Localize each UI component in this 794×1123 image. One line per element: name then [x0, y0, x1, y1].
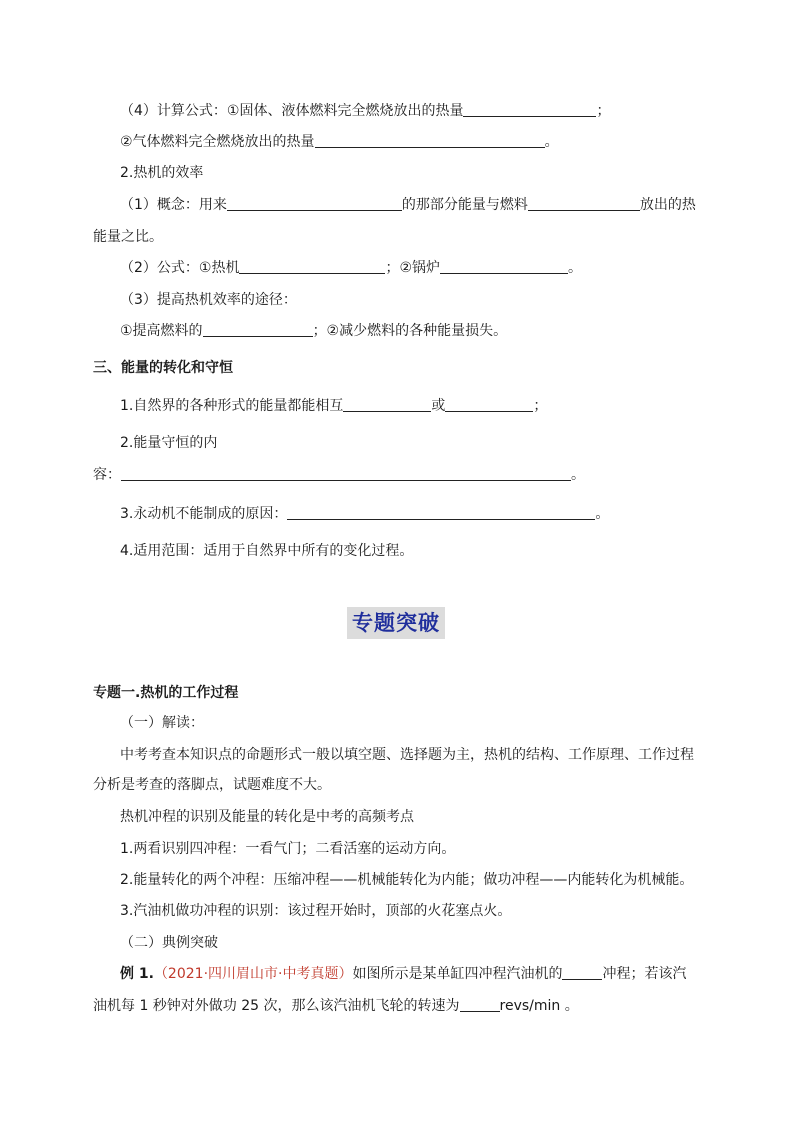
answer-blank[interactable]	[287, 505, 595, 520]
example1-line-cont	[93, 997, 579, 1015]
punct: 。	[595, 506, 610, 522]
example-text: 如图所示是某单缸四冲程汽油机的	[352, 966, 563, 982]
concept-continuation: 能量之比。	[93, 229, 163, 245]
item-text: 容：	[93, 467, 121, 483]
answer-blank[interactable]	[562, 965, 602, 980]
answer-blank[interactable]	[528, 196, 640, 211]
answer-blank[interactable]	[227, 196, 402, 211]
punct: 。	[571, 467, 585, 483]
section-title: 专题突破	[352, 611, 440, 635]
item2-continuation	[93, 466, 585, 484]
topic1-sub1: （一）解读：	[120, 715, 204, 731]
punct: ；	[533, 398, 548, 414]
gas-formula-line	[120, 133, 559, 151]
answer-blank[interactable]	[463, 102, 596, 117]
concept-text: （1）概念：用来	[120, 197, 227, 213]
calc-formula-text: （4）计算公式：①固体、液体燃料完全燃烧放出的热量	[120, 103, 464, 119]
item2-line: 2.能量守恒的内	[120, 435, 218, 451]
topic1-point2: 2.能量转化的两个冲程：压缩冲程——机械能转化为内能；做功冲程——内能转化为机械能。	[120, 872, 694, 888]
concept-line	[120, 196, 696, 214]
formula-line	[120, 259, 582, 277]
topic1-point3: 3.汽油机做功冲程的识别：该过程开始时，顶部的火花塞点火。	[120, 903, 512, 919]
formula-text: ；②锅炉	[385, 260, 441, 276]
item1-line	[120, 397, 547, 415]
item4-line: 4.适用范围：适用于自然界中所有的变化过程。	[120, 543, 414, 559]
punct: 。	[544, 134, 559, 150]
answer-blank[interactable]	[440, 259, 568, 274]
punct: ；	[596, 103, 611, 119]
formula-text: （2）公式：①热机	[120, 260, 240, 276]
improve-line	[120, 322, 507, 340]
punct: 。	[568, 260, 583, 276]
topic1-sub2: （二）典例突破	[120, 935, 218, 951]
answer-blank[interactable]	[460, 997, 500, 1012]
example-source: （2021·四川眉山市·中考真题）	[153, 966, 353, 982]
example-label: 例 1.	[120, 966, 154, 982]
answer-blank[interactable]	[315, 133, 545, 148]
section3-heading: 三、能量的转化和守恒	[93, 360, 233, 376]
concept-text: 的那部分能量与燃料	[401, 197, 528, 213]
improve-text: ①提高燃料的	[120, 323, 203, 339]
concept-text: 放出的热	[639, 197, 696, 213]
example-text: 冲程；若该汽	[602, 966, 687, 982]
item-text: 或	[431, 398, 446, 414]
efficiency-heading: 2.热机的效率	[120, 165, 204, 181]
example1-line	[120, 965, 686, 983]
calc-formula-line	[120, 102, 610, 120]
answer-blank[interactable]	[203, 322, 313, 337]
example-text: 油机每 1 秒钟对外做功 25 次，那么该汽油机飞轮的转速为	[93, 998, 460, 1014]
improve-heading: （3）提高热机效率的途径：	[120, 292, 297, 308]
topic1-heading: 专题一.热机的工作过程	[93, 685, 239, 701]
topic1-para2: 热机冲程的识别及能量的转化是中考的高频考点	[120, 809, 414, 825]
answer-blank[interactable]	[445, 397, 533, 412]
answer-blank[interactable]	[343, 397, 431, 412]
item-text: 1.自然界的各种形式的能量都能相互	[120, 398, 344, 414]
item3-line	[120, 505, 609, 523]
improve-text: ；②减少燃料的各种能量损失。	[312, 323, 508, 339]
topic1-point1: 1.两看识别四冲程：一看气门；二看活塞的运动方向。	[120, 841, 456, 857]
example-text: revs/min 。	[499, 998, 579, 1014]
gas-formula-text: ②气体燃料完全燃烧放出的热量	[120, 134, 315, 150]
answer-blank[interactable]	[239, 259, 385, 274]
topic1-para1: 中考考查本知识点的命题形式一般以填空题、选择题为主，热机的结构、工作原理、工作过程	[120, 747, 694, 763]
item-text: 3.永动机不能制成的原因：	[120, 506, 288, 522]
topic1-para1-cont: 分析是考查的落脚点，试题难度不大。	[93, 777, 331, 793]
answer-blank[interactable]	[121, 466, 571, 481]
